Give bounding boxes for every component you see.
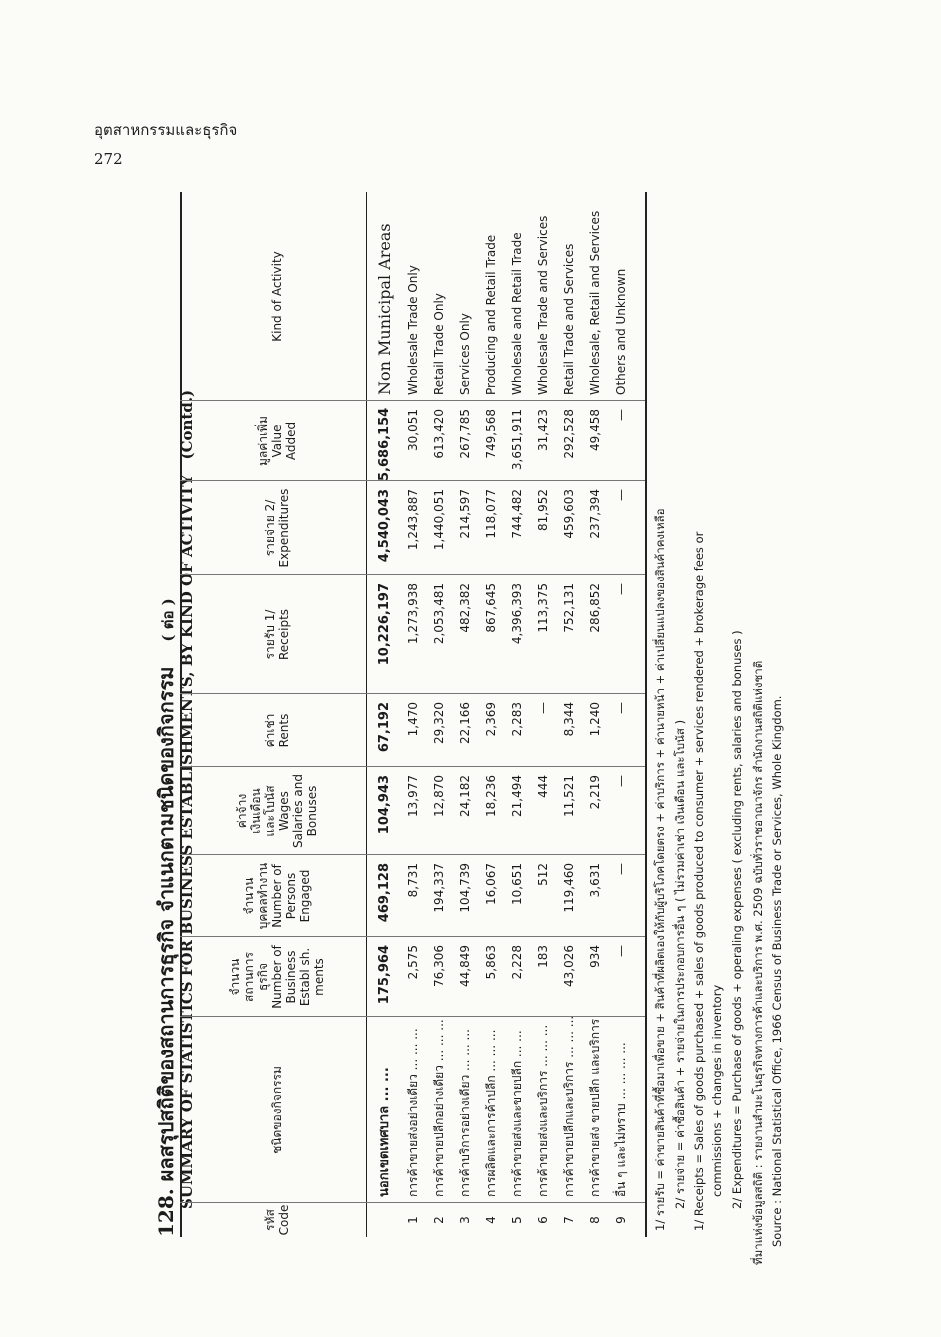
cell-activity-en: Others and Unknown xyxy=(614,268,628,395)
total-receipts: 10,226,197 xyxy=(377,583,392,666)
total-value-added: 5,686,154 xyxy=(377,407,392,481)
cell-expenditures: 81,952 xyxy=(536,489,550,531)
col-header-line: Kind of Activity xyxy=(270,251,284,342)
cell-expenditures: — xyxy=(614,489,628,501)
col-header-line: สถานการ xyxy=(242,952,256,1002)
cell-establishments: 183 xyxy=(536,945,550,968)
cell-receipts: 286,852 xyxy=(588,583,602,633)
cell-activity-en: Wholesale Trade and Services xyxy=(536,215,550,395)
col-header-persons xyxy=(192,855,362,937)
cell-activity-en: Wholesale Trade Only xyxy=(406,265,420,395)
cell-value-added: 31,423 xyxy=(536,409,550,451)
cell-rents: 22,166 xyxy=(458,702,472,744)
cell-establishments: 43,026 xyxy=(562,945,576,987)
cell-code: 6 xyxy=(536,1216,550,1224)
col-header-line: Value xyxy=(270,424,284,458)
cell-receipts: 1,273,938 xyxy=(406,583,420,645)
cell-value-added: 30,051 xyxy=(406,409,420,451)
cell-expenditures: 214,597 xyxy=(458,489,472,539)
table-title-en: SUMMARY OF STATISTICS FOR BUSINESS ESTABLISHMENTS, BY KIND OF ACTIVITY xyxy=(178,474,196,1209)
cell-establishments: 5,863 xyxy=(484,945,498,980)
col-header-receipts xyxy=(192,575,362,694)
cell-expenditures: 118,077 xyxy=(484,489,498,539)
cell-activity-th: การค้าขายปลีกอย่างเดียว ... ... ... xyxy=(432,1019,446,1197)
col-header-line: ชนิดของกิจกรรม xyxy=(270,1066,284,1154)
col-header-line: Expenditures xyxy=(277,488,291,568)
cell-activity-th: การค้าบริการอย่างเดียว ... ... ... xyxy=(458,1029,472,1197)
cell-establishments: 76,306 xyxy=(432,945,446,987)
footnote-line: 2/ รายจ่าย = ค่าซื้อสินค้า + รายจ่ายในการประกอบการอื่น ๆ ( ไม่รวมค่าเช่า เงินเดือน และโบนัส ) xyxy=(673,719,687,1209)
total-rents: 67,192 xyxy=(377,702,392,753)
cell-rents: 8,344 xyxy=(562,702,576,737)
cell-value-added: 49,458 xyxy=(588,409,602,451)
section-header: อุตสาหกรรมและธุรกิจ xyxy=(94,121,238,139)
cell-code: 7 xyxy=(562,1216,576,1224)
cell-activity-en: Retail Trade and Services xyxy=(562,243,576,395)
cell-persons: 119,460 xyxy=(562,863,576,913)
col-header-line: Wages xyxy=(277,791,291,831)
table-title-th: ผลสรุปสถิติของสถานการธุรกิจ จำแนกตามชนิดของกิจกรรม xyxy=(154,666,178,1182)
cell-value-added: 292,528 xyxy=(562,409,576,459)
col-header-line: จำนวน xyxy=(242,877,256,915)
cell-persons: — xyxy=(614,863,628,875)
footnote-line: ที่มาแห่งข้อมูลสถิติ : รายงานสำมะโนธุรกิจทางการค้าและบริการ พ.ศ. 2509 ฉบับทั่วราชอาณาจักร สำนักงานสถิติแห่งชาติ xyxy=(751,660,765,1265)
col-header-line: Added xyxy=(284,421,298,461)
total-label-en: Non Municipal Areas xyxy=(375,223,394,395)
col-header-activity-en xyxy=(192,192,362,401)
cell-rents: — xyxy=(536,702,550,714)
table-bottom-rule xyxy=(645,192,647,1237)
cell-receipts: 4,396,393 xyxy=(510,583,524,645)
total-expenditures: 4,540,043 xyxy=(377,489,392,563)
cell-wages: 2,219 xyxy=(588,775,602,810)
cell-receipts: 2,053,481 xyxy=(432,583,446,645)
cell-wages: 444 xyxy=(536,775,550,798)
cell-expenditures: 1,440,051 xyxy=(432,489,446,551)
cell-expenditures: 459,603 xyxy=(562,489,576,539)
col-header-line: Code xyxy=(277,1204,291,1236)
cell-activity-en: Producing and Retail Trade xyxy=(484,234,498,395)
col-header-line: Number of xyxy=(270,945,284,1009)
cell-establishments: 44,849 xyxy=(458,945,472,987)
cell-receipts: 867,645 xyxy=(484,583,498,633)
total-establishments: 175,964 xyxy=(377,945,392,1005)
cell-wages: 21,494 xyxy=(510,775,524,817)
cell-persons: 194,337 xyxy=(432,863,446,913)
col-header-activity-th xyxy=(192,1017,362,1203)
footnote-line: 1/ รายรับ = ค่าขายสินค้าที่ซื้อมาเพื่อขาย + สินค้าที่ผลิตเองให้กับผู้บริโภคโดยตรง + ค่าบริการ + ค่านายหน้า + ค่าเปลี่ยนแปลงของสินค้าคงเหลือ xyxy=(653,508,667,1231)
cell-code: 1 xyxy=(406,1216,420,1224)
cell-activity-en: Wholesale and Retail Trade xyxy=(510,232,524,395)
cell-activity-en: Retail Trade Only xyxy=(432,293,446,395)
col-header-line: Engaged xyxy=(298,869,312,923)
cell-establishments: — xyxy=(614,945,628,957)
cell-expenditures: 237,394 xyxy=(588,489,602,539)
col-header-value-added xyxy=(192,401,362,481)
total-persons: 469,128 xyxy=(377,863,392,923)
col-header-line: Bonuses xyxy=(305,785,319,837)
col-header-line: Establ sh. xyxy=(298,947,312,1007)
col-header-line: ธุรกิจ xyxy=(256,962,270,992)
cell-activity-th: การผลิตและการค้าปลีก ... ... ... xyxy=(484,1029,498,1197)
table-top-rule xyxy=(180,192,182,1237)
cell-code: 4 xyxy=(484,1216,498,1224)
cell-receipts: 482,382 xyxy=(458,583,472,633)
cell-activity-th: การค้าขายส่งและขายปลีก ... ... xyxy=(510,1030,524,1197)
cell-persons: 104,739 xyxy=(458,863,472,913)
cell-activity-th: การค้าขายส่ง ขายปลีก และบริการ xyxy=(588,1018,602,1197)
col-header-line: ments xyxy=(312,958,326,996)
table-cont-th: ( ต่อ ) xyxy=(159,598,177,642)
cell-activity-en: Wholesale, Retail and Services xyxy=(588,210,602,395)
col-header-wages xyxy=(192,767,362,855)
cell-value-added: — xyxy=(614,409,628,421)
cell-wages: 24,182 xyxy=(458,775,472,817)
col-header-line: Number of xyxy=(270,864,284,928)
cell-rents: 1,240 xyxy=(588,702,602,737)
cell-wages: 13,977 xyxy=(406,775,420,817)
footnote-line: 2/ Expenditures = Purchase of goods + operaling expenses ( excluding rents, salaries and bonuses ) xyxy=(730,630,744,1209)
col-header-line: ค่าจ้าง xyxy=(235,793,249,829)
col-header-establishments xyxy=(192,937,362,1017)
cell-persons: 10,651 xyxy=(510,863,524,905)
cell-activity-th: อื่น ๆ และไม่ทราบ ... ... ... ... xyxy=(614,1042,628,1197)
cell-value-added: 749,568 xyxy=(484,409,498,459)
cell-activity-th: การค้าขายปลีกและบริการ ... ... ... xyxy=(562,1015,576,1197)
col-header-line: บุคคลทำงาน xyxy=(256,862,270,930)
col-header-code xyxy=(192,1203,362,1237)
cell-wages: 18,236 xyxy=(484,775,498,817)
cell-expenditures: 744,482 xyxy=(510,489,524,539)
cell-rents: 1,470 xyxy=(406,702,420,737)
col-header-line: จำนวน xyxy=(228,958,242,996)
cell-code: 8 xyxy=(588,1216,602,1224)
cell-code: 3 xyxy=(458,1216,472,1224)
col-header-line: Business xyxy=(284,950,298,1004)
col-header-line: Rents xyxy=(277,713,291,748)
table-header-rule xyxy=(366,192,367,1237)
col-header-line: และโบนัส xyxy=(263,785,277,837)
cell-persons: 8,731 xyxy=(406,863,420,898)
cell-code: 9 xyxy=(614,1216,628,1224)
footnote-line: Source : National Statistical Office, 1966 Census of Business Trade or Services, Whole Kingdom. xyxy=(770,695,784,1247)
total-wages: 104,943 xyxy=(377,775,392,835)
col-header-line: มูลค่าเพิ่ม xyxy=(256,416,270,466)
col-header-line: เงินเดือน xyxy=(249,788,263,834)
cell-receipts: 113,375 xyxy=(536,583,550,633)
cell-wages: — xyxy=(614,775,628,787)
rotated-table-page xyxy=(140,187,784,1265)
cell-rents: 2,369 xyxy=(484,702,498,737)
footnote-line: 1/ Receipts = Sales of goods purchased + sales of goods produced to consumer + services rendered + brokerage fees or xyxy=(692,531,706,1231)
cell-receipts: 752,131 xyxy=(562,583,576,633)
table-number: 128. xyxy=(154,1188,178,1237)
cell-activity-en: Services Only xyxy=(458,313,472,395)
cell-persons: 16,067 xyxy=(484,863,498,905)
col-header-line: รหัส xyxy=(263,1209,277,1231)
cell-establishments: 934 xyxy=(588,945,602,968)
col-header-line: รายรับ 1/ xyxy=(263,609,277,660)
col-header-line: ค่าเช่า xyxy=(263,713,277,748)
cell-receipts: — xyxy=(614,583,628,595)
cell-value-added: 267,785 xyxy=(458,409,472,459)
col-header-line: Receipts xyxy=(277,608,291,661)
cell-value-added: 613,420 xyxy=(432,409,446,459)
cell-rents: 2,283 xyxy=(510,702,524,737)
cell-persons: 512 xyxy=(536,863,550,886)
cell-establishments: 2,575 xyxy=(406,945,420,980)
col-header-line: Salaries and xyxy=(291,774,305,848)
cell-rents: — xyxy=(614,702,628,714)
cell-establishments: 2,228 xyxy=(510,945,524,980)
cell-activity-th: การค้าขายส่งและบริการ ... ... ... xyxy=(536,1024,550,1197)
cell-value-added: 3,651,911 xyxy=(510,409,524,471)
col-header-rents xyxy=(192,694,362,767)
cell-activity-th: การค้าขายส่งอย่างเดียว ... ... ... xyxy=(406,1028,420,1197)
page-number: 272 xyxy=(94,150,123,168)
footnote-line: commissions + changes in inventory xyxy=(710,984,724,1197)
cell-code: 2 xyxy=(432,1216,446,1224)
col-header-line: รายจ่าย 2/ xyxy=(263,499,277,557)
cell-expenditures: 1,243,887 xyxy=(406,489,420,551)
table-cont-en: (Contd.) xyxy=(178,389,196,460)
cell-code: 5 xyxy=(510,1216,524,1224)
col-header-line: Persons xyxy=(284,872,298,920)
cell-wages: 12,870 xyxy=(432,775,446,817)
cell-wages: 11,521 xyxy=(562,775,576,817)
col-header-expenditures xyxy=(192,481,362,575)
cell-persons: 3,631 xyxy=(588,863,602,898)
total-label-th: นอกเขตเทศบาล ... ... xyxy=(377,1067,392,1197)
cell-rents: 29,320 xyxy=(432,702,446,744)
